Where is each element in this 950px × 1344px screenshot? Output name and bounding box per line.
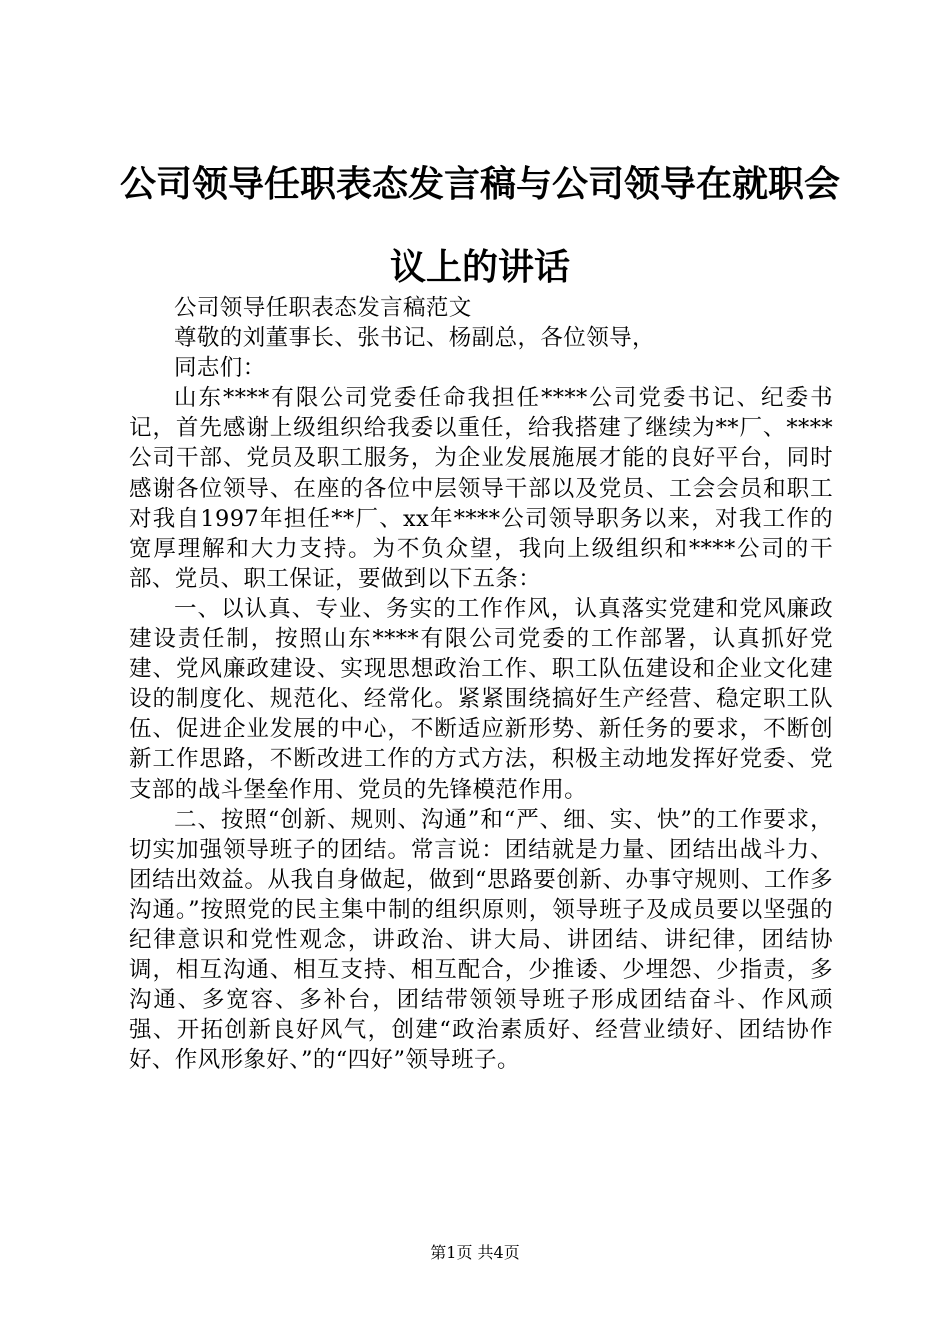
document-body [129, 293, 833, 1075]
paragraph-salutation: 尊敬的刘董事长、张书记、杨副总，各位领导， [174, 325, 655, 352]
paragraph-introduction: 山东****有限公司党委任命我担任****公司党委书记、纪委书记，首先感谢上级组织给我委以重任，给我搭建了继续为**厂、****公司干部、党员及职工服务，为企业发展施展才能的良好平台，同时感谢各位领导、在座的各位中层领导干部以及党员、工会会员和职工对我自1997年担任**厂、xx年****公司领导职务以来，对我工作的宽厚理解和大力支持。为不负众望，我向上级组织和****公司的干部、党员、职工保证，要做到以下五条： [129, 385, 833, 592]
page-footer: 第1页 共4页 [430, 1243, 520, 1262]
paragraph-point-one: 一、以认真、专业、务实的工作作风，认真落实党建和党风廉政建设责任制，按照山东****有限公司党委的工作部署，认真抓好党建、党风廉政建设、实现思想政治工作、职工队伍建设和企业文化建设的制度化、规范化、经常化。紧紧围绕搞好生产经营、稳定职工队伍、促进企业发展的中心，不断适应新形势、新任务的要求，不断创新工作思路，不断改进工作的方式方法，积极主动地发挥好党委、党支部的战斗堡垒作用、党员的先锋模范作用。 [129, 595, 833, 803]
document-title-line-1: 公司领导任职表态发言稿与公司领导在就职会 [120, 163, 841, 205]
paragraph-subtitle: 公司领导任职表态发言稿范文 [174, 295, 472, 321]
document-title-line-2: 议上的讲话 [389, 246, 570, 288]
paragraph-point-two: 二、按照“创新、规则、沟通”和“严、细、实、快”的工作要求，切实加强领导班子的团结。常言说：团结就是力量、团结出战斗力、团结出效益。从我自身做起，做到“思路要创新、办事守规则、工作多沟通。”按照党的民主集中制的组织原则，领导班子及成员要以坚强的纪律意识和党性观念，讲政治、讲大局、讲团结、讲纪律，团结协调，相互沟通、相互支持、相互配合，少推诿、少埋怨、少指责，多沟通、多宽容、多补台，团结带领领导班子形成团结奋斗、作风顽强、开拓创新良好风气，创建“政治素质好、经营业绩好、团结协作好、作风形象好、”的“四好”领导班子。 [129, 806, 833, 1074]
paragraph-greeting: 同志们： [174, 355, 266, 382]
